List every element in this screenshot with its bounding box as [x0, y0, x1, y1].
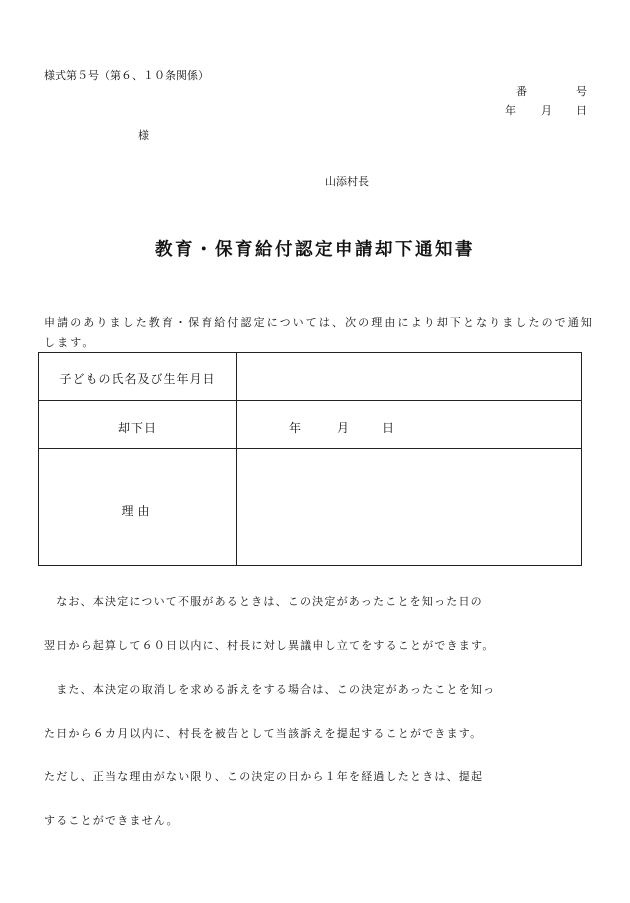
- details-table: [38, 352, 582, 566]
- appeal-note-line: なお、本決定について不服があるときは、この決定があったことを知った日の: [44, 595, 483, 609]
- number-label-go: 号: [576, 85, 587, 98]
- date-month-label: 月: [541, 104, 552, 117]
- reason-value: [237, 449, 582, 566]
- date-day-label: 日: [576, 104, 587, 117]
- document-title: 教育・保育給付認定申請却下通知書: [155, 240, 475, 260]
- appeal-notes: [44, 566, 495, 843]
- intro-text: 申請のありました教育・保育給付認定については、次の理由により却下となりましたので通知します。: [44, 316, 594, 349]
- form-number: 様式第５号（第６、１０条関係）: [44, 69, 209, 82]
- child-name-birthdate-value: [237, 353, 582, 400]
- rejection-date-day: 日: [382, 421, 395, 435]
- appeal-note-line: することができません。: [44, 814, 179, 828]
- number-label-ban: 番: [516, 85, 527, 98]
- sender-name: 山添村長: [325, 175, 369, 188]
- child-name-birthdate-label: 子どもの氏名及び生年月日: [59, 372, 216, 386]
- table-divider-row1: [39, 400, 581, 401]
- rejection-date-month: 月: [337, 421, 350, 435]
- reason-label: 理由: [121, 504, 154, 518]
- rejection-date-year: 年: [289, 421, 302, 435]
- appeal-note-line: 翌日から起算して６０日以内に、村長に対し異議申し立てをすることができます。: [44, 638, 495, 652]
- rejection-date-label: 却下日: [117, 421, 157, 435]
- appeal-note-line: ただし、正当な理由がない限り、この決定の日から１年を経過したときは、提起: [44, 770, 484, 784]
- appeal-note-line: また、本決定の取消しを求める訴えをする場合は、この決定があったことを知っ: [44, 682, 496, 696]
- appeal-note-line: た日から６カ月以内に、村長を被告として当該訴えを提起することができます。: [44, 726, 483, 740]
- addressee-suffix: 様: [138, 129, 149, 142]
- date-year-label: 年: [505, 104, 516, 117]
